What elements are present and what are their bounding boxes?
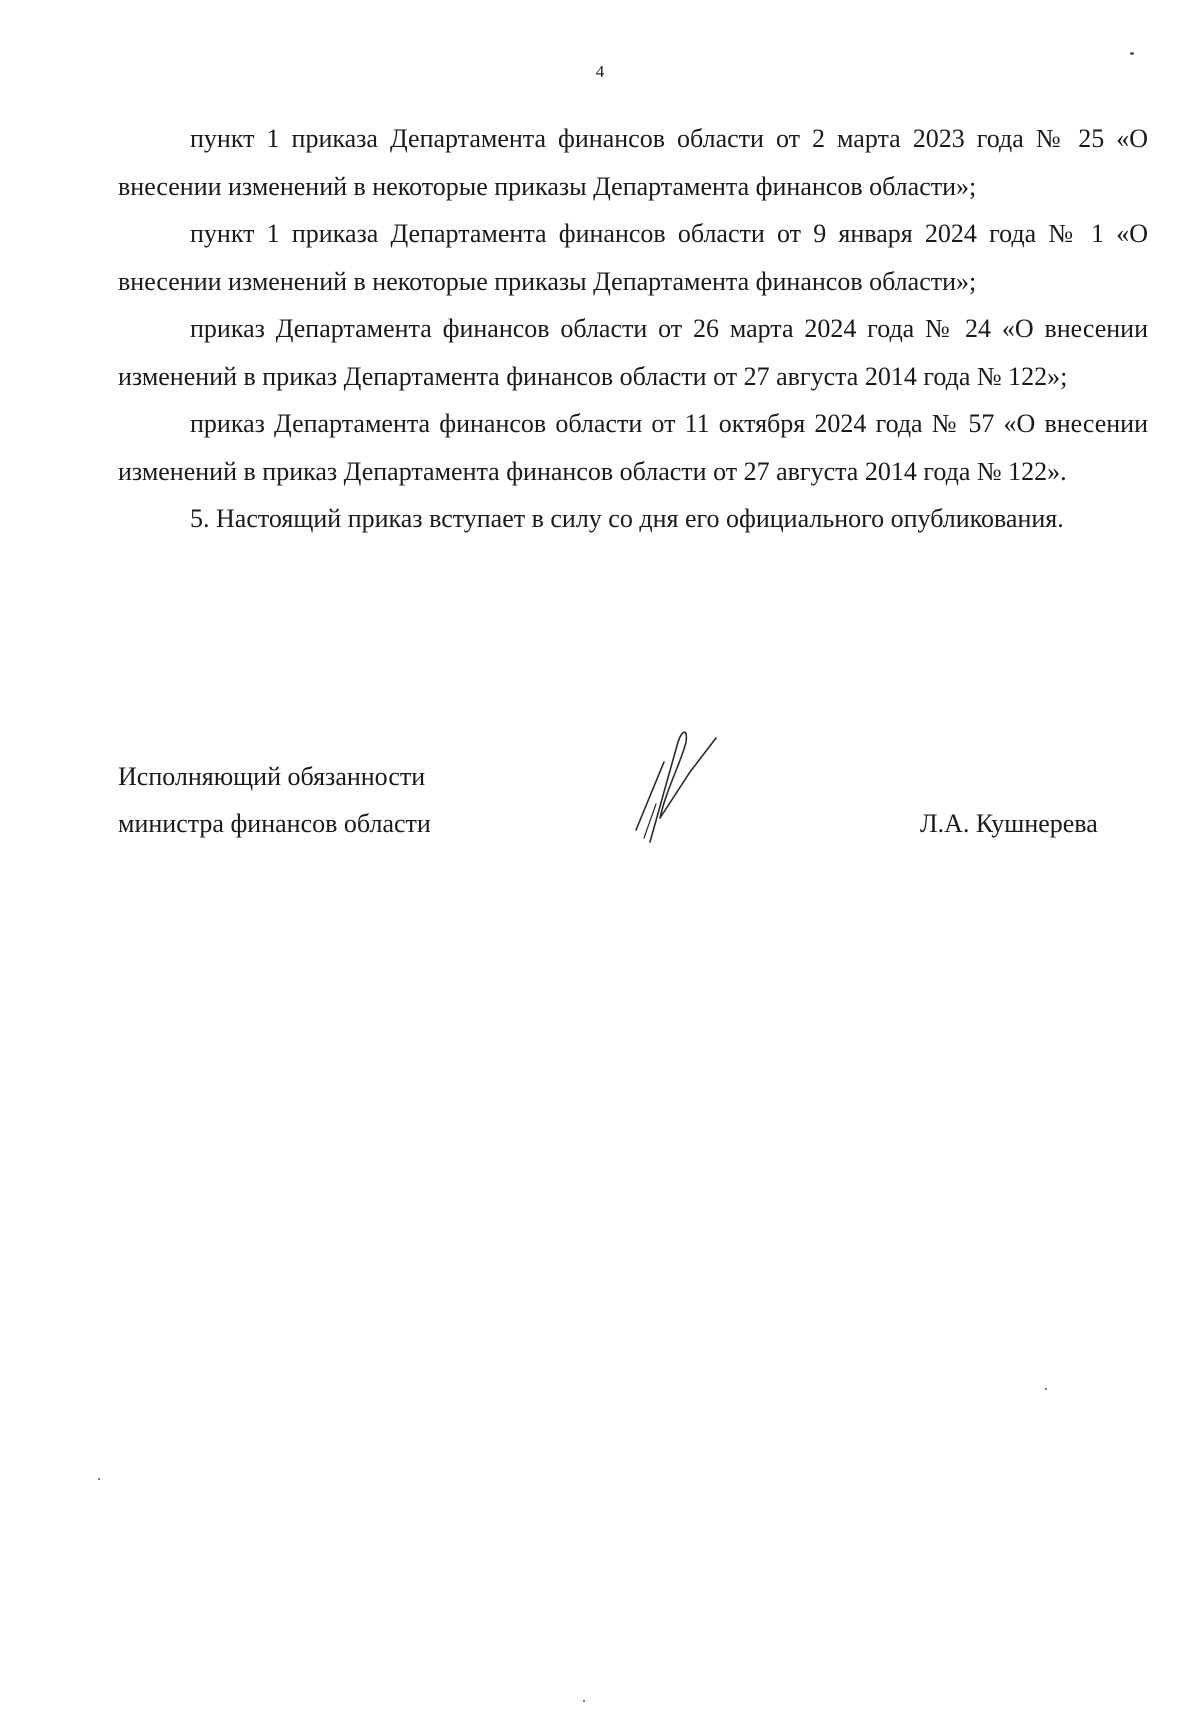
document-body xyxy=(118,115,1148,543)
page-number: 4 xyxy=(595,62,605,81)
paragraph-order-mar-2024: приказ Департамента финансов области от 26 марта 2024 года № 24 «О внесении изменений в приказ Департамента финансов области от 27 августа 2014 года № 122»; xyxy=(118,314,1148,391)
scan-speck xyxy=(583,1700,585,1702)
signatory-position-line2: министра финансов области xyxy=(118,809,431,838)
paragraph-amendment-2023: пункт 1 приказа Департамента финансов области от 2 марта 2023 года № 25 «О внесении изменений в некоторые приказы Департамента финансов области»; xyxy=(118,124,1148,201)
scan-speck xyxy=(1130,52,1134,55)
paragraph-amendment-jan-2024: пункт 1 приказа Департамента финансов области от 9 января 2024 года № 1 «О внесении изменений в некоторые приказы Департамента финансов области»; xyxy=(118,219,1148,296)
signatory-position xyxy=(118,753,431,847)
signatory-name: Л.А. Кушнерева xyxy=(920,809,1098,838)
signatory-position-line1: Исполняющий обязанности xyxy=(118,762,426,791)
scan-speck xyxy=(98,1478,100,1480)
scan-speck xyxy=(1045,1388,1047,1390)
handwritten-signature xyxy=(630,720,730,850)
paragraph-effective-date: 5. Настоящий приказ вступает в силу со дня его официального опубликования. xyxy=(190,504,1064,533)
paragraph-order-oct-2024: приказ Департамента финансов области от 11 октября 2024 года № 57 «О внесении изменений в приказ Департамента финансов области от 27 августа 2014 года № 122». xyxy=(118,409,1148,486)
